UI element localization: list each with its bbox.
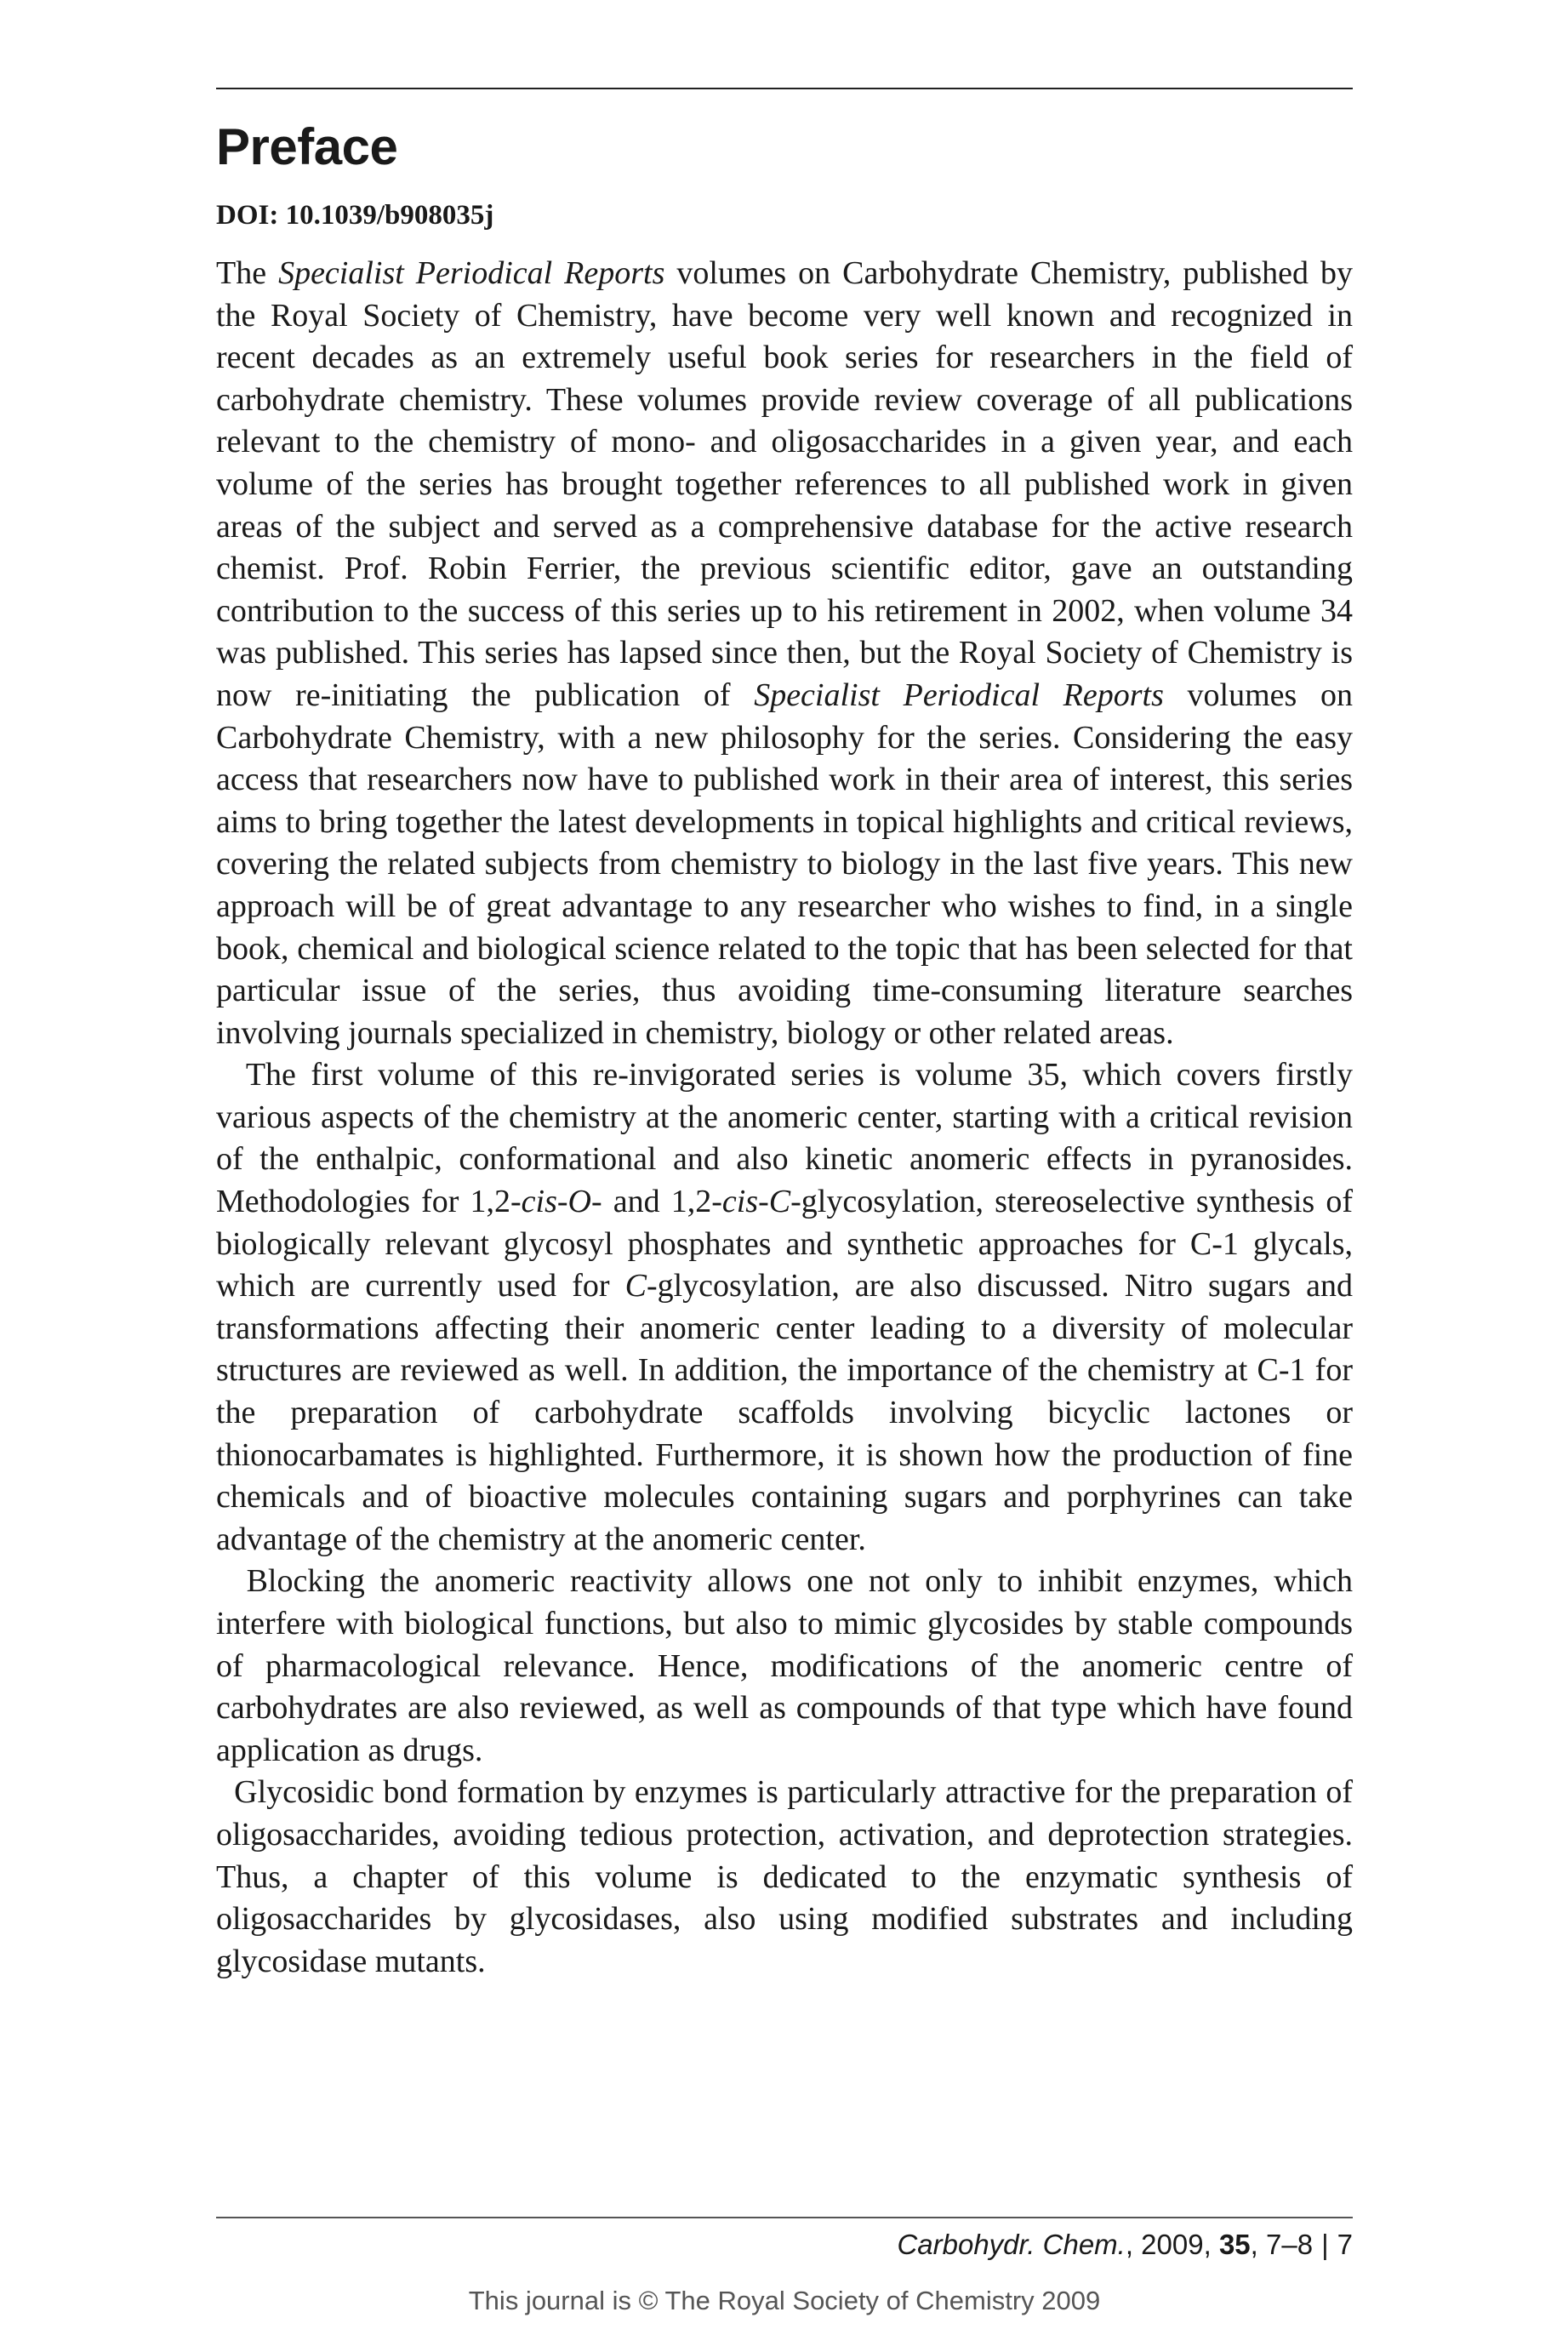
body-text (216, 253, 1353, 1983)
top-rule (216, 88, 1353, 89)
document-page (216, 0, 1353, 2352)
doi-line: DOI: 10.1039/b908035j (216, 200, 494, 231)
copyright-footer: This journal is © The Royal Society of Chemistry 2009 (468, 2286, 1101, 2315)
paragraph-4: Glycosidic bond formation by enzymes is particularly attractive for the preparation of oligosaccharides, avoiding tedious protection, activation, and deprotection strategies. Thus, a chapter of this volume is dedicated to the enzymatic synthesis of oligosaccharides by glycosidases, also using modified substrates and including glycosidase mutants. (216, 1774, 1354, 1979)
citation-divider: | (1321, 2229, 1329, 2260)
volume-number: 35 (1218, 2229, 1251, 2260)
paragraph-1: The Specialist Periodical Reports volumes on Carbohydrate Chemistry, published by the Royal Society of Chemistry, have become very well known and recognized in recent decades as an extremely useful book series for researchers in the field of carbohydrate chemistry. These volumes provide review coverage of all publications relevant to the chemistry of mono- and oligosaccharides in a given year, and each volume of the series has brought together references to all published work in given areas of the subject and served as a comprehensive database for the active research chemist. Prof. Robin Ferrier, the previous scientific editor, gave an outstanding contribution to the success of this series up to his retirement in 2002, when volume 34 was published. This series has lapsed since then, but the Royal Society of Chemistry is now re-initiating the publication of Specialist Periodical Reports volumes on Carbohydrate Chemistry, with a new philosophy for the series. Considering the easy access that researchers now have to published work in their area of interest, this series aims to bring together the latest developments in topical highlights and critical reviews, covering the related subjects from chemistry to biology in the last five years. This new approach will be of great advantage to any researcher who wishes to find, in a single book, chemical and biological science related to the topic that has been selected for that particular issue of the series, thus avoiding time-consuming literature searches involving journals specialized in chemistry, biology or other related areas. (216, 255, 1354, 1051)
paragraph-3: Blocking the anomeric reactivity allows one not only to inhibit enzymes, which interfere with biological functions, but also to mimic glycosides by stable compounds of pharmacological relevance. Hence, modifications of the anomeric centre of carbohydrates are also reviewed, as well as compounds of that type which have found application as drugs. (216, 1563, 1353, 1768)
journal-citation: Carbohydr. Chem., 2009, 35, 7–8 | 7 (897, 2227, 1353, 2263)
page-title: Preface (216, 118, 398, 175)
journal-name: Carbohydr. Chem. (897, 2229, 1126, 2260)
paragraph-2: The first volume of this re-invigorated series is volume 35, which covers firstly various aspects of the chemistry at the anomeric center, starting with a critical revision of the enthalpic, conformational and also kinetic anomeric effects in pyranosides. Methodologies for 1,2-cis-O- and 1,2-cis-C-glycosylation, stereoselective synthesis of biologically relevant glycosyl phosphates and synthetic approaches for C-1 glycals, which are currently used for C-glycosylation, are also discussed. Nitro sugars and transformations affecting their anomeric center leading to a diversity of molecular structures are reviewed as well. In addition, the importance of the chemistry at C-1 for the preparation of carbohydrate scaffolds involving bicyclic lactones or thionocarbamates is highlighted. Furthermore, it is shown how the production of fine chemicals and of bioactive molecules containing sugars and porphyrines can take advantage of the chemistry at the anomeric center. (216, 1057, 1354, 1557)
page-number: 7 (1337, 2229, 1353, 2260)
bottom-rule (216, 2217, 1353, 2218)
